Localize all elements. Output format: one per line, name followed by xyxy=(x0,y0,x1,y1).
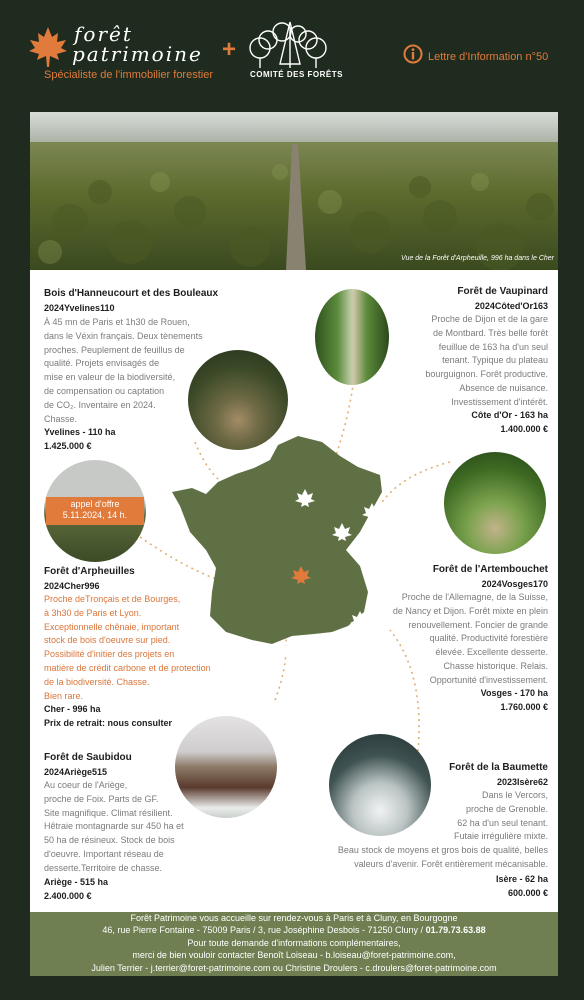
footer-line-5[interactable]: Julien Terrier - j.terrier@foret-patrimoine.com ou Christine Droulers - c.droulers@foret-patrimoine.com xyxy=(91,962,497,973)
footer-line-2: 46, rue Pierre Fontaine - 75009 Paris / 3, rue Joséphine Desbois - 71250 Cluny / 01.79.73.63.88 xyxy=(102,925,486,936)
listing-location: Ariège - 515 ha 2.400.000 € xyxy=(44,877,109,901)
listing-title: Forêt de Saubidou xyxy=(44,752,132,763)
brand-line-2: patrimoine xyxy=(72,42,203,66)
listing-location: Yvelines - 110 ha 1.425.000 € xyxy=(44,427,116,451)
listing-ref: 2024Ariège515 xyxy=(44,767,108,777)
footer-line-1: Forêt Patrimoine vous accueille sur rendez-vous à Paris et à Cluny, en Bourgogne xyxy=(130,913,458,923)
header xyxy=(0,0,584,110)
photo-artembouchet xyxy=(444,452,546,554)
newsletter-label: Lettre d'Information n°50 xyxy=(428,51,549,63)
listing-description: Proche deTronçais et de Bourges, à 3h30 de Paris et Lyon. Exceptionnelle chênaie, important stock de bois d'oeuvre sur pied. Possibilité d'initier des projets en matière de crédit carbone et de protection de la biodiversité. Chasse. Bien rare. xyxy=(44,594,211,701)
listing-ref: 2024Cher996 xyxy=(44,581,100,591)
listing-title: Bois d'Hanneucourt et des Bouleaux xyxy=(44,288,219,299)
hero-photo xyxy=(30,112,558,270)
comite-des-forets-logo-icon xyxy=(246,18,336,76)
listing-title: Forêt de l'Artembouchet xyxy=(432,564,548,575)
hero-caption: Vue de la Forêt d'Arpheuille, 996 ha dans le Cher xyxy=(401,255,554,262)
brand-line-1: forêt xyxy=(74,22,133,46)
listing-description: Proche de l'Allemagne, de la Suisse, de Nancy et Dijon. Forêt mixte en plein renouvellement. Foncier de grande qualité. Productivité forestière élevée. Excellente desserte. Chasse historique. Relais. Opportunité d'investissement. xyxy=(392,592,548,685)
listing-title: Forêt de la Baumette xyxy=(449,762,548,773)
brand-tagline: Spécialiste de l'immobilier forestier xyxy=(44,69,213,81)
aerial-forest-image xyxy=(30,112,558,270)
tender-badge xyxy=(46,497,144,525)
maple-leaf-logo-icon xyxy=(28,25,68,69)
footer-line-4[interactable]: merci de bien vouloir contacter Benoît Loiseau - b.loiseau@foret-patrimoine.com, xyxy=(132,950,456,961)
listing-title: Forêt de Vaupinard xyxy=(457,286,548,297)
listing-ref: 2024Yvelines110 xyxy=(44,303,115,313)
badge-line-2: 5.11.2024, 14 h. xyxy=(62,510,128,520)
brand-name xyxy=(72,24,203,64)
listing-ref: 2024Vosges170 xyxy=(481,579,548,589)
partner-label: COMITÉ DES FORÊTS xyxy=(250,70,343,79)
content-card xyxy=(30,112,558,912)
info-icon xyxy=(403,44,423,64)
listing-location: Côte d'Or - 163 ha 1.400.000 € xyxy=(471,410,548,434)
listing-location: Vosges - 170 ha 1.760.000 € xyxy=(480,688,548,712)
listing-ref: 2024Côted'Or163 xyxy=(474,301,548,311)
listing-description: À 45 mn de Paris et 1h30 de Rouen, dans le Véxin français. Deux tènements proches. Peuplement de feuillus de qualité. Projets envisagés de mise en valeur de la biodiversité, de compensation ou captation de CO₂. Inventaire en 2024. Chasse. xyxy=(44,317,203,424)
listing-ref: 2023Isère62 xyxy=(496,777,548,787)
listing-description: Proche de Dijon et de la gare de Montbard. Très belle forêt feuillue de 163 ha d'un seul tenant. Typique du plateau bourguignon. Forêt productive. Absence de nuisance. Investissement d'intérêt. xyxy=(425,314,548,407)
listing-description: Au coeur de l'Ariège, proche de Foix. Parts de GF. Site magnifique. Climat résilient. Hêtraie montagnarde sur 450 ha et 50 ha de résineux. Stock de bois d'oeuvre. Important réseau de desserte.Territoire de chasse. xyxy=(44,780,184,873)
plus-sign: + xyxy=(222,36,237,63)
phone-number[interactable]: 01.79.73.63.88 xyxy=(425,925,486,936)
listing-description: Dans le Vercors, proche de Grenoble. 62 ha d'un seul tenant. Futaie irrégulière mixte. Beau stock de moyens et gros bois de qualité, belles valeurs d'avenir. Forêt entièrement mécanisable. xyxy=(337,790,548,869)
footer-line-3: Pour toute demande d'informations complémentaires, xyxy=(187,937,401,948)
badge-line-1: appel d'offre xyxy=(70,499,120,509)
footer xyxy=(30,912,558,976)
listing-title: Forêt d'Arpheuilles xyxy=(44,566,135,577)
listing-location: Cher - 996 ha Prix de retrait: nous consulter xyxy=(44,704,173,728)
listing-location: Isère - 62 ha 600.000 € xyxy=(495,874,548,898)
